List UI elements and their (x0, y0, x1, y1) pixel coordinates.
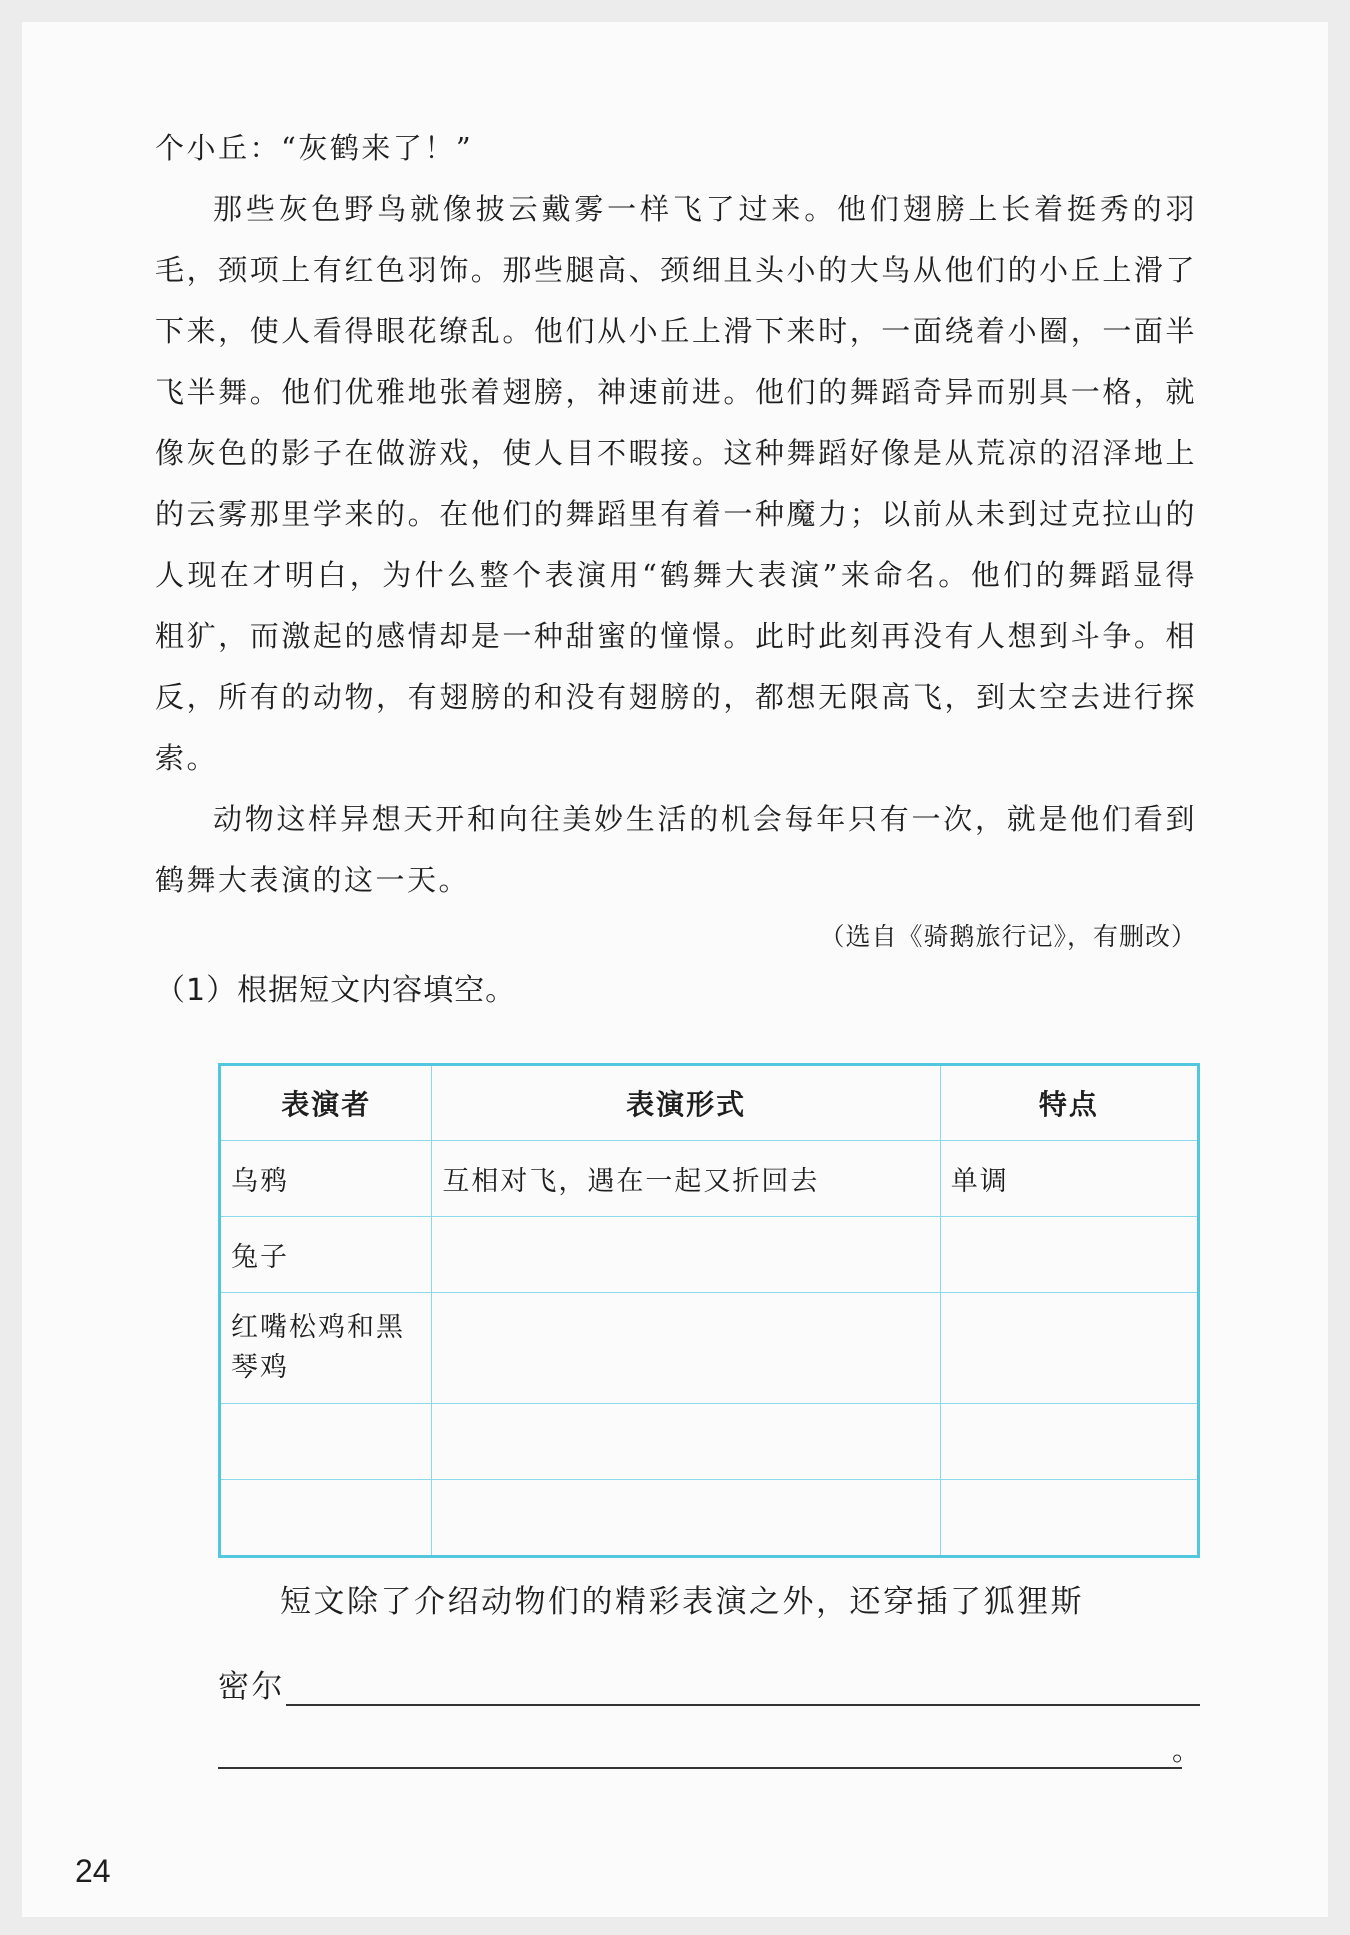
answer-blank-1[interactable] (286, 1704, 1200, 1706)
fill-end-mark: 。 (1171, 1734, 1200, 1767)
answer-blank-2[interactable] (218, 1767, 1182, 1769)
answer-table (218, 1063, 1200, 1558)
cell-feature-blank[interactable] (940, 1480, 1198, 1557)
answer-line-1 (218, 1662, 1200, 1710)
table-row (220, 1293, 1199, 1404)
source-citation: （选自《骑鹅旅行记》，有删改） (819, 922, 1197, 951)
table-row (220, 1141, 1199, 1217)
page-number: 24 (75, 1853, 111, 1889)
cell-feature-blank[interactable] (940, 1293, 1198, 1404)
cell-performer-blank[interactable] (220, 1480, 432, 1557)
cell-performer-blank[interactable] (220, 1404, 432, 1480)
fill-line-prefix: 密尔 (218, 1669, 285, 1705)
table-row (220, 1480, 1199, 1557)
table-header-row (220, 1065, 1199, 1141)
cell-form-blank[interactable] (432, 1293, 940, 1404)
passage (155, 118, 1197, 1013)
cell-feature-blank[interactable] (940, 1404, 1198, 1480)
cell-performer: 乌鸦 (220, 1141, 432, 1217)
header-feature: 特点 (940, 1065, 1198, 1141)
cell-performer: 兔子 (220, 1217, 432, 1293)
cell-form-blank[interactable] (432, 1480, 940, 1557)
passage-paragraph-1: 那些灰色野鸟就像披云戴雾一样飞了过来。他们翅膀上长着挺秀的羽毛，颈项上有红色羽饰。那些腿高、颈细且头小的大鸟从他们的小丘上滑了下来，使人看得眼花缭乱。他们从小丘上滑下来时，一面绕着小圈，一面半飞半舞。他们优雅地张着翅膀，神速前进。他们的舞蹈奇异而别具一格，就像灰色的影子在做游戏，使人目不暇接。这种舞蹈好像是从荒凉的沼泽地上的云雾那里学来的。在他们的舞蹈里有着一种魔力；以前从未到过克拉山的人现在才明白，为什么整个表演用“鹤舞大表演”来命名。他们的舞蹈显得粗犷，而激起的感情却是一种甜蜜的憧憬。此时此刻再没有人想到斗争。相反，所有的动物，有翅膀的和没有翅膀的，都想无限高飞，到太空去进行探索。 (155, 192, 1197, 775)
cell-form-blank[interactable] (432, 1217, 940, 1293)
question-1: （1）根据短文内容填空。 (155, 973, 517, 1008)
answer-line-2 (218, 1725, 1200, 1773)
cell-feature-blank[interactable] (940, 1217, 1198, 1293)
cell-performer: 红嘴松鸡和黑琴鸡 (220, 1293, 432, 1404)
table-row (220, 1217, 1199, 1293)
cell-form: 互相对飞，遇在一起又折回去 (432, 1141, 940, 1217)
header-form: 表演形式 (432, 1065, 940, 1141)
cell-form-blank[interactable] (432, 1404, 940, 1480)
passage-line-0: 个小丘：“灰鹤来了！” (155, 131, 474, 165)
passage-paragraph-2: 动物这样异想天开和向往美妙生活的机会每年只有一次，就是他们看到鹤舞大表演的这一天。 (155, 802, 1197, 897)
table-row (220, 1404, 1199, 1480)
header-performer: 表演者 (220, 1065, 432, 1141)
fill-sentence: 短文除了介绍动物们的精彩表演之外，还穿插了狐狸斯 (280, 1584, 1084, 1620)
cell-feature: 单调 (940, 1141, 1198, 1217)
